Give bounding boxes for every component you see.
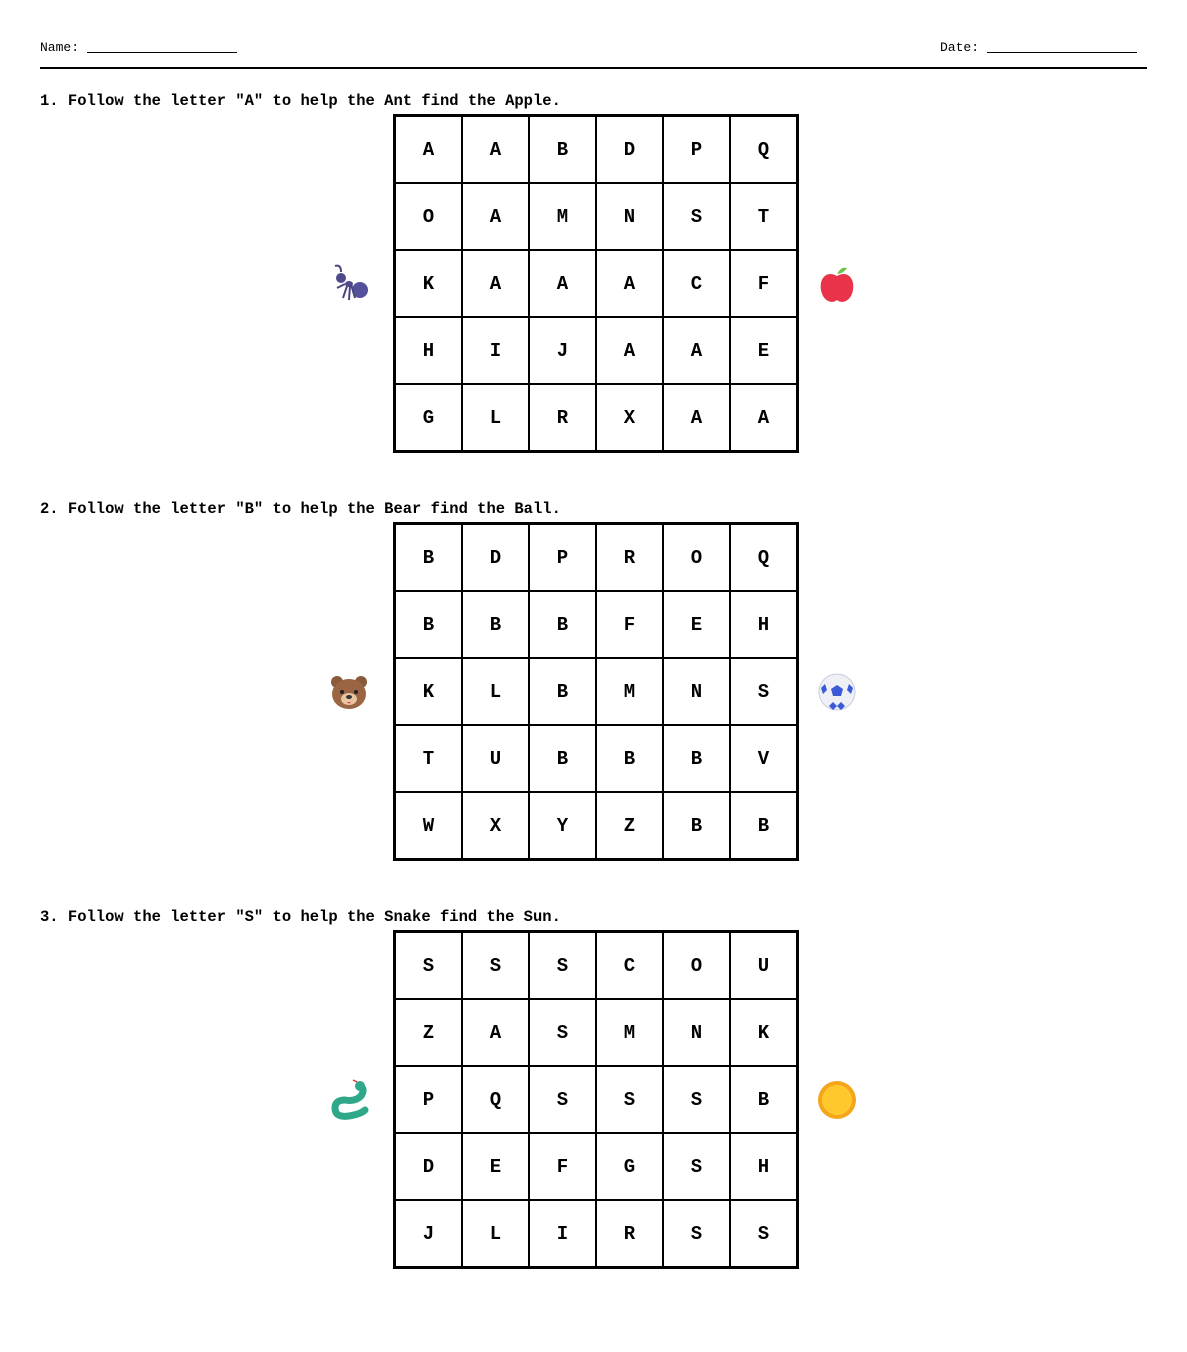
- name-blank[interactable]: [87, 52, 237, 53]
- bear-icon: [327, 670, 371, 714]
- grid-cell[interactable]: N: [663, 999, 730, 1066]
- grid-cell[interactable]: B: [730, 792, 798, 860]
- grid-cell[interactable]: K: [730, 999, 798, 1066]
- grid-cell[interactable]: S: [663, 1133, 730, 1200]
- grid-row: [395, 792, 798, 860]
- grid-row: [395, 999, 798, 1066]
- grid-row: [395, 524, 798, 592]
- grid-cell[interactable]: H: [730, 591, 798, 658]
- grid-cell[interactable]: R: [529, 384, 596, 452]
- maze-section-2: [0, 500, 1187, 900]
- grid-cell[interactable]: X: [596, 384, 663, 452]
- grid-cell[interactable]: I: [529, 1200, 596, 1268]
- grid-cell[interactable]: Z: [395, 999, 463, 1066]
- grid-row: [395, 250, 798, 317]
- grid-cell[interactable]: F: [529, 1133, 596, 1200]
- grid-cell[interactable]: E: [730, 317, 798, 384]
- grid-cell[interactable]: T: [395, 725, 463, 792]
- soccer-ball-icon: [815, 670, 859, 714]
- grid-cell[interactable]: Y: [529, 792, 596, 860]
- grid-cell[interactable]: M: [596, 999, 663, 1066]
- grid-cell[interactable]: M: [596, 658, 663, 725]
- grid-row: [395, 384, 798, 452]
- grid-cell[interactable]: P: [663, 116, 730, 184]
- grid-row: [395, 725, 798, 792]
- grid-cell[interactable]: Z: [596, 792, 663, 860]
- letter-grid: [393, 114, 799, 453]
- grid-cell[interactable]: A: [462, 250, 529, 317]
- section-title: 2. Follow the letter "B" to help the Bear find the Ball.: [40, 500, 561, 518]
- grid-cell[interactable]: D: [395, 1133, 463, 1200]
- grid-cell[interactable]: Q: [730, 524, 798, 592]
- grid-cell[interactable]: C: [596, 932, 663, 1000]
- grid-cell[interactable]: B: [395, 524, 463, 592]
- grid-cell[interactable]: G: [596, 1133, 663, 1200]
- grid-cell[interactable]: B: [529, 658, 596, 725]
- date-blank[interactable]: [987, 52, 1137, 53]
- header-divider: [40, 67, 1147, 69]
- grid-row: [395, 317, 798, 384]
- grid-cell[interactable]: T: [730, 183, 798, 250]
- grid-cell[interactable]: B: [663, 725, 730, 792]
- letter-grid: [393, 522, 799, 861]
- grid-cell[interactable]: B: [596, 725, 663, 792]
- grid-row: [395, 1200, 798, 1268]
- grid-cell[interactable]: W: [395, 792, 463, 860]
- grid-cell[interactable]: G: [395, 384, 463, 452]
- grid-cell[interactable]: A: [395, 116, 463, 184]
- grid-cell[interactable]: S: [663, 183, 730, 250]
- grid-row: [395, 1133, 798, 1200]
- grid-cell[interactable]: D: [596, 116, 663, 184]
- grid-cell[interactable]: O: [663, 932, 730, 1000]
- grid-cell[interactable]: S: [663, 1200, 730, 1268]
- grid-cell[interactable]: S: [596, 1066, 663, 1133]
- grid-cell[interactable]: J: [529, 317, 596, 384]
- apple-icon: [815, 262, 859, 306]
- grid-cell[interactable]: B: [663, 792, 730, 860]
- grid-cell[interactable]: S: [730, 1200, 798, 1268]
- grid-cell[interactable]: R: [596, 1200, 663, 1268]
- grid-cell[interactable]: E: [462, 1133, 529, 1200]
- grid-cell[interactable]: B: [395, 591, 463, 658]
- grid-cell[interactable]: B: [529, 725, 596, 792]
- grid-cell[interactable]: V: [730, 725, 798, 792]
- grid-cell[interactable]: B: [730, 1066, 798, 1133]
- grid-cell[interactable]: L: [462, 384, 529, 452]
- grid-cell[interactable]: N: [596, 183, 663, 250]
- letter-grid: [393, 930, 799, 1269]
- grid-cell[interactable]: S: [730, 658, 798, 725]
- grid-cell[interactable]: A: [596, 317, 663, 384]
- grid-cell[interactable]: S: [395, 932, 463, 1000]
- grid-row: [395, 658, 798, 725]
- grid-cell[interactable]: U: [462, 725, 529, 792]
- grid-cell[interactable]: K: [395, 658, 463, 725]
- grid-cell[interactable]: A: [462, 183, 529, 250]
- grid-row: [395, 932, 798, 1000]
- maze-section-3: [0, 908, 1187, 1308]
- grid-cell[interactable]: C: [663, 250, 730, 317]
- name-label: Name:: [40, 40, 80, 55]
- grid-cell[interactable]: R: [596, 524, 663, 592]
- snake-icon: [327, 1078, 371, 1122]
- grid-cell[interactable]: F: [730, 250, 798, 317]
- grid-cell[interactable]: O: [663, 524, 730, 592]
- grid-cell[interactable]: A: [529, 250, 596, 317]
- grid-cell[interactable]: B: [529, 591, 596, 658]
- grid-cell[interactable]: I: [462, 317, 529, 384]
- grid-cell[interactable]: H: [395, 317, 463, 384]
- grid-cell[interactable]: U: [730, 932, 798, 1000]
- grid-cell[interactable]: Q: [730, 116, 798, 184]
- grid-row: [395, 591, 798, 658]
- grid-cell[interactable]: B: [529, 116, 596, 184]
- grid-row: [395, 116, 798, 184]
- grid-cell[interactable]: S: [529, 932, 596, 1000]
- grid-cell[interactable]: A: [730, 384, 798, 452]
- grid-cell[interactable]: S: [462, 932, 529, 1000]
- section-title: 1. Follow the letter "A" to help the Ant find the Apple.: [40, 92, 561, 110]
- grid-row: [395, 1066, 798, 1133]
- grid-cell[interactable]: S: [529, 1066, 596, 1133]
- grid-cell[interactable]: S: [663, 1066, 730, 1133]
- grid-cell[interactable]: K: [395, 250, 463, 317]
- grid-cell[interactable]: A: [663, 384, 730, 452]
- grid-cell[interactable]: Q: [462, 1066, 529, 1133]
- grid-cell[interactable]: P: [529, 524, 596, 592]
- grid-row: [395, 183, 798, 250]
- sun-icon: [815, 1078, 859, 1122]
- date-label: Date:: [940, 40, 980, 55]
- grid-cell[interactable]: B: [462, 591, 529, 658]
- grid-cell[interactable]: J: [395, 1200, 463, 1268]
- grid-cell[interactable]: D: [462, 524, 529, 592]
- maze-section-1: [0, 92, 1187, 492]
- grid-cell[interactable]: E: [663, 591, 730, 658]
- grid-cell[interactable]: S: [529, 999, 596, 1066]
- date-field[interactable]: [940, 40, 1137, 55]
- name-field[interactable]: [40, 40, 237, 55]
- grid-cell[interactable]: A: [462, 116, 529, 184]
- grid-cell[interactable]: A: [663, 317, 730, 384]
- section-title: 3. Follow the letter "S" to help the Snake find the Sun.: [40, 908, 561, 926]
- grid-cell[interactable]: H: [730, 1133, 798, 1200]
- grid-cell[interactable]: O: [395, 183, 463, 250]
- grid-cell[interactable]: M: [529, 183, 596, 250]
- grid-cell[interactable]: A: [462, 999, 529, 1066]
- grid-cell[interactable]: L: [462, 1200, 529, 1268]
- grid-cell[interactable]: L: [462, 658, 529, 725]
- grid-cell[interactable]: X: [462, 792, 529, 860]
- ant-icon: [327, 262, 371, 306]
- grid-cell[interactable]: P: [395, 1066, 463, 1133]
- grid-cell[interactable]: A: [596, 250, 663, 317]
- grid-cell[interactable]: F: [596, 591, 663, 658]
- grid-cell[interactable]: N: [663, 658, 730, 725]
